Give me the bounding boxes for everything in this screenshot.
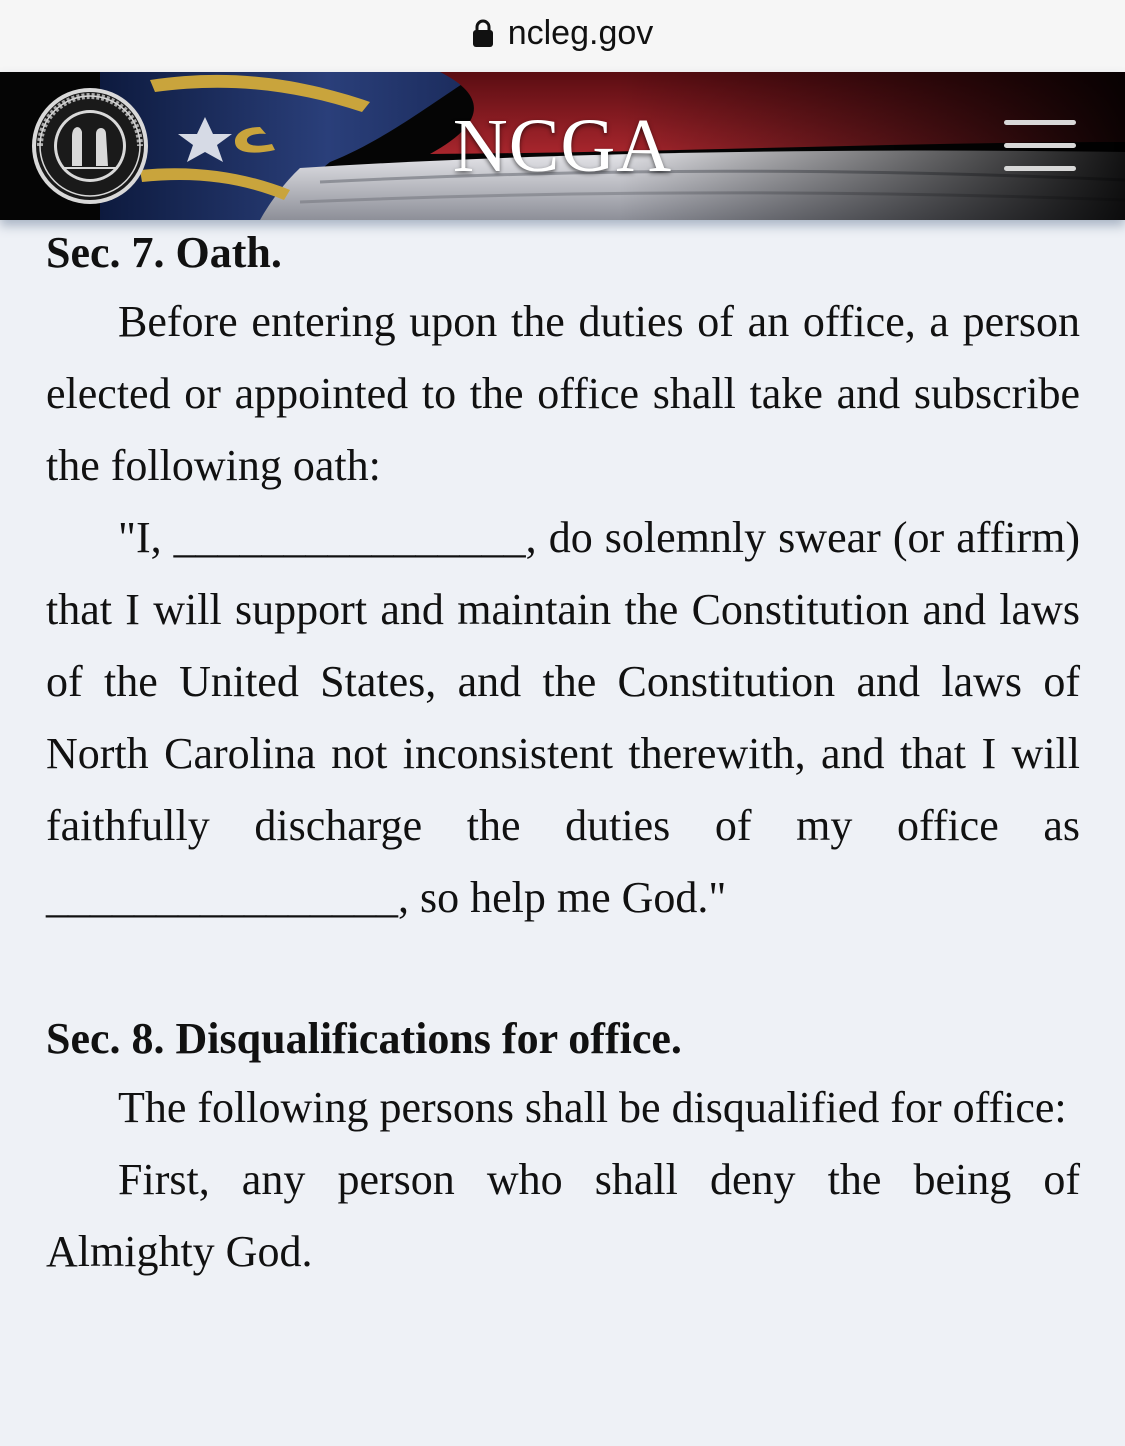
hamburger-menu-icon[interactable]: [1000, 116, 1078, 176]
oath-paragraph: "I, ________________, do solemnly swear (or affirm) that I will support and maintain the Constitution and laws of the United States, and the Constitution and laws of North Carolina not inconsistent therewith, and that I will faithfully discharge the duties of my office as ________________, so help me God.": [46, 513, 1080, 922]
section-spacer: [46, 934, 1080, 1006]
section-paragraph: First, any person who shall deny the being of Almighty God.: [46, 1155, 1080, 1276]
section-title: Sec. 8. Disqualifications for office.: [46, 1014, 682, 1063]
site-header: [0, 72, 1125, 220]
url-text: ncleg.gov: [507, 13, 654, 52]
section-paragraph: The following persons shall be disqualified for office:: [118, 1083, 1067, 1132]
main-content: [46, 220, 1080, 1288]
lock-icon: [472, 18, 494, 48]
site-brand-title[interactable]: NCGA: [452, 104, 673, 188]
browser-url-bar[interactable]: [0, 0, 1125, 72]
section-title: Sec. 7. Oath.: [46, 228, 282, 277]
section-paragraph: Before entering upon the duties of an office, a person elected or appointed to the office shall take and subscribe the following oath:: [46, 297, 1080, 490]
